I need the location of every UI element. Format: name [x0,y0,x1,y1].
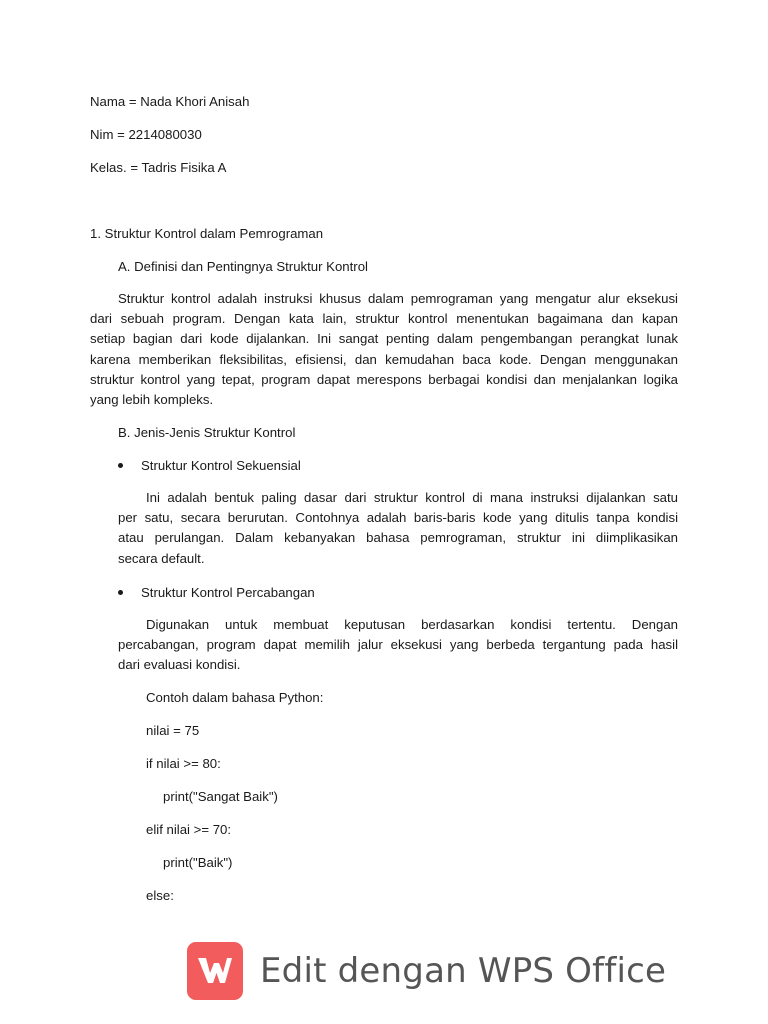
section-number: 1. [90,226,101,241]
para-line: dari sebuah program. Dengan kata lain, struktur kontrol menentukan bagaimana dan kapan [90,311,678,327]
para-line: karena memberikan fleksibilitas, efisiensi, dan kemudahan baca kode. Dengan menggunakan [90,351,678,367]
para-line: struktur kontrol yang tepat, program dapat merespons berbagai kondisi dan menjalankan logika [90,371,678,387]
bullet-icon [118,590,123,595]
example-intro: Contoh dalam bahasa Python: [146,690,324,705]
subsection-b-heading [118,424,295,442]
para-line: percabangan, program dapat memilih jalur eksekusi yang berbeda tergantung pada hasil [118,637,678,653]
code-line: if nilai >= 80: [146,756,221,771]
para-line: dari evaluasi kondisi. [118,657,241,673]
code-line: else: [146,888,174,903]
subsection-b-title: Jenis-Jenis Struktur Kontrol [134,425,296,440]
section-heading [90,225,323,243]
para-line: setiap bagian dari kode dijalankan. Ini sangat penting dalam pengembangan perangkat lunak [90,331,678,347]
subsection-a-paragraph [90,289,678,410]
student-class: Kelas. = Tadris Fisika A [90,160,227,175]
para-line: atau perulangan. Dalam kebanyakan bahasa pemrograman, struktur ini diimplikasikan [118,530,678,546]
para-line: Digunakan untuk membuat keputusan berdasarkan kondisi tertentu. Dengan [146,617,678,632]
subsection-b-prefix: B. [118,425,135,440]
code-line: print("Baik") [152,855,233,870]
section-title: Struktur Kontrol dalam Pemrograman [104,226,324,241]
wps-edit-banner[interactable] [187,942,666,1000]
wps-w-icon[interactable] [187,942,243,1000]
para-line: Struktur kontrol adalah instruksi khusus dalam pemrograman yang mengatur alur eksekusi [118,291,678,306]
bullet-percabangan-paragraph [118,615,678,676]
para-line: secara default. [118,550,205,566]
code-line: print("Sangat Baik") [152,789,278,804]
bullet-sekuensial-title: Struktur Kontrol Sekuensial [141,458,301,473]
wps-banner-text[interactable]: Edit dengan WPS Office [260,951,667,991]
para-line: yang lebih kompleks. [90,391,214,407]
wps-w-icon-glyph [195,954,235,988]
student-nim: Nim = 2214080030 [90,127,202,142]
bullet-sekuensial-paragraph [118,488,678,569]
para-line: per satu, secara berurutan. Contohnya adalah baris-baris kode yang ditulis tanpa kondisi [118,510,678,526]
para-line: Ini adalah bentuk paling dasar dari struktur kontrol di mana instruksi dijalankan satu [146,490,678,505]
code-line: elif nilai >= 70: [146,822,232,837]
bullet-percabangan-title: Struktur Kontrol Percabangan [141,585,315,600]
bullet-icon [118,463,123,468]
student-name: Nama = Nada Khori Anisah [90,94,250,109]
code-line: nilai = 75 [146,723,200,738]
subsection-a-heading: A. Definisi dan Pentingnya Struktur Kontrol [118,259,368,274]
